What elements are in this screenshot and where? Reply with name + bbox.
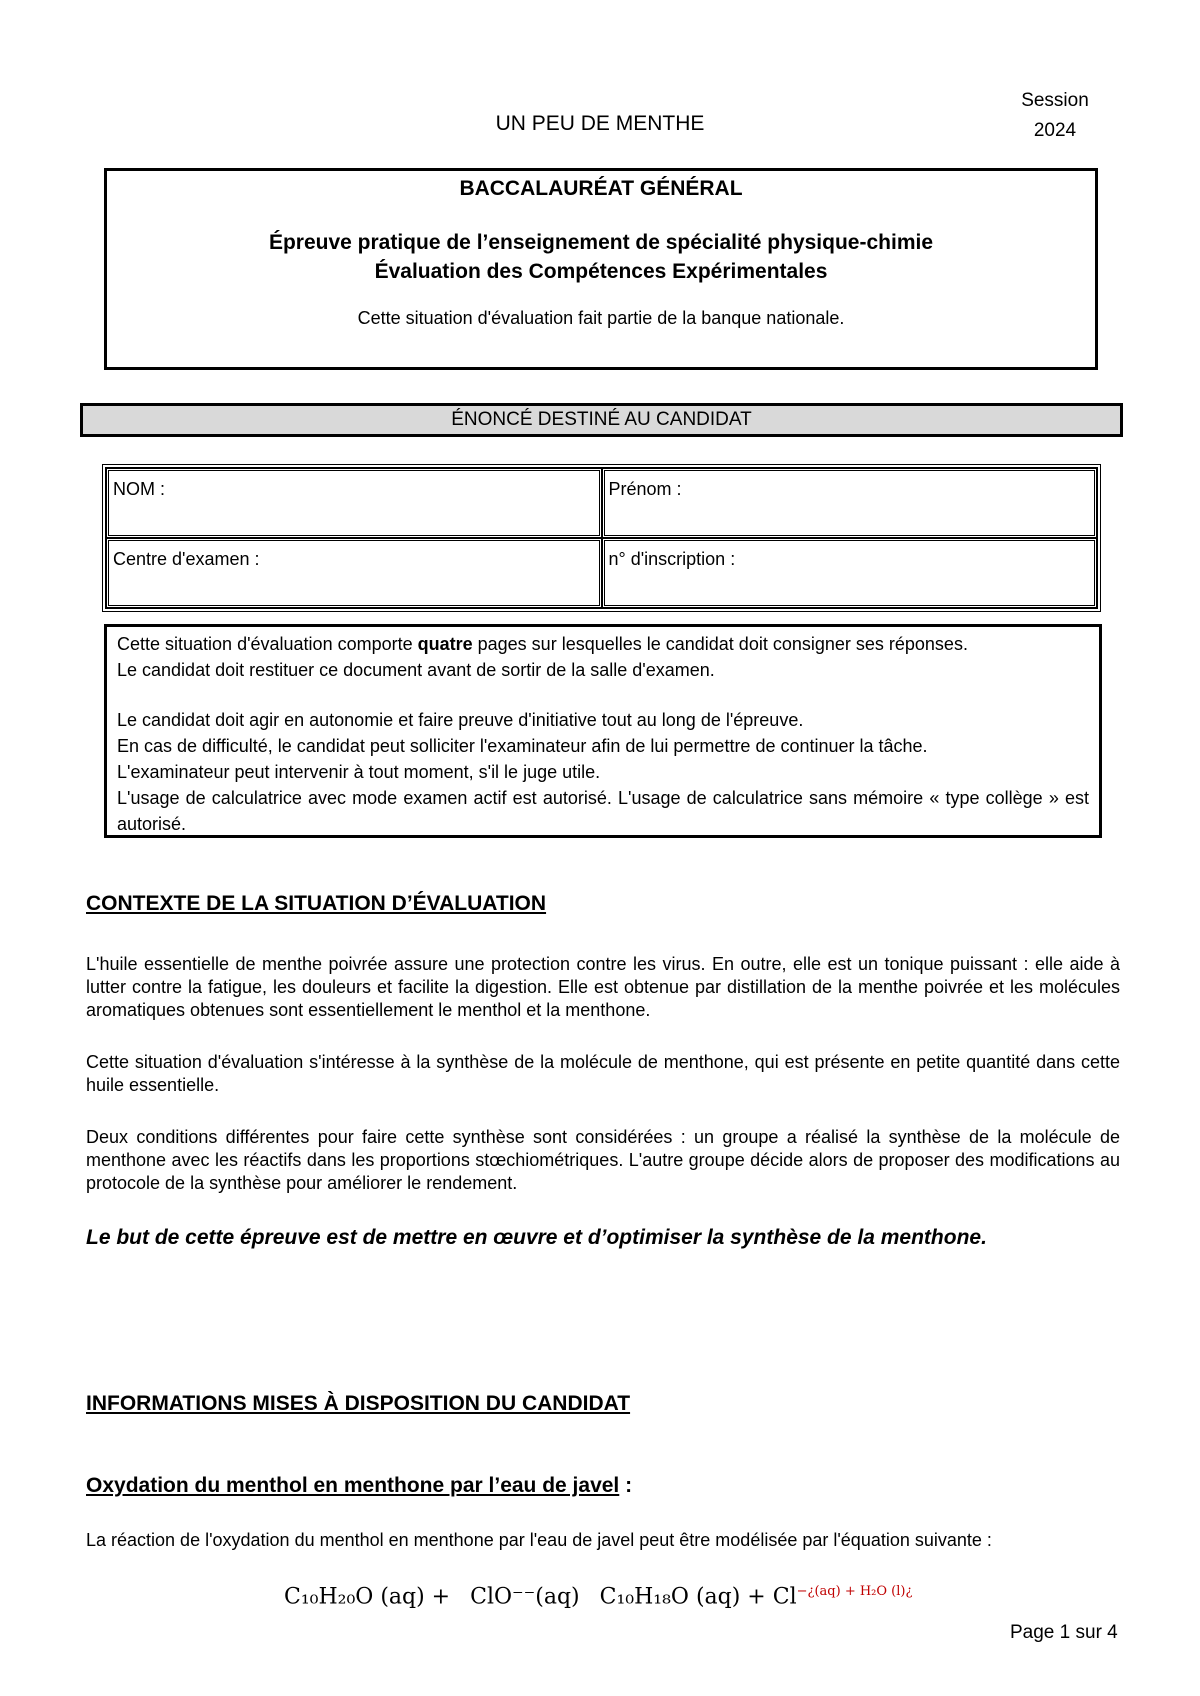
banque-note: Cette situation d'évaluation fait partie de la banque nationale. (357, 308, 845, 328)
session-word: Session (1021, 90, 1089, 111)
chemical-equation (284, 1584, 912, 1609)
context-paragraph-2: Cette situation d'évaluation s'intéresse à la synthèse de la molécule de menthone, qui est présente en petite quantité dans cette huile essentielle. (86, 1052, 1120, 1095)
product-tail: −¿(aq) + H₂O (l)¿ (796, 1584, 913, 1599)
context-paragraph-1: L'huile essentielle de menthe poivrée assure une protection contre les virus. En outre, elle est un tonique puissant : elle aide à lutter contre la fatigue, les douleurs et facilite la digestion. Elle est obtenue par distillation de la menthe poivrée et les molécules aromatiques obtenues sont essentiellement le menthol et la menthone. (86, 954, 1120, 1020)
inscription-field[interactable] (602, 538, 1098, 608)
inscription-label: n° d'inscription : (608, 549, 736, 569)
product-menthone: C₁₀H₁₈O (aq) + Cl (599, 1584, 797, 1610)
reactant-menthol: C₁₀H₂₀O (aq) + (284, 1584, 451, 1610)
bac-title: BACCALAURÉAT GÉNÉRAL (459, 177, 743, 200)
nom-field[interactable] (106, 468, 602, 538)
context-heading: CONTEXTE DE LA SITUATION D’ÉVALUATION (86, 892, 547, 915)
instruction-pages-count: quatre (417, 634, 473, 654)
instruction-pages-start: Cette situation d'évaluation comporte (117, 634, 418, 654)
context-paragraph-3: Deux conditions différentes pour faire cette synthèse sont considérées : un groupe a réalisé la synthèse de la molécule de menthone avec les réactifs dans les proportions stœchiométriques. L'autre groupe décide alors de proposer des modifications au protocole de la synthèse pour améliorer le rendement. (86, 1127, 1120, 1193)
oxidation-heading-colon: : (619, 1474, 633, 1497)
prenom-field[interactable] (602, 468, 1098, 538)
goal-statement: Le but de cette épreuve est de mettre en œuvre et d’optimiser la synthèse de la menthone. (86, 1226, 987, 1249)
instruction-difficulty: En cas de difficulté, le candidat peut solliciter l'examinateur afin de lui permettre de continuer la tâche. (117, 736, 928, 756)
session-year: 2024 (1033, 120, 1077, 141)
instruction-autonomy: Le candidat doit agir en autonomie et faire preuve d'initiative tout au long de l'épreuve. (117, 710, 804, 730)
nom-label: NOM : (113, 479, 165, 499)
instruction-return: Le candidat doit restituer ce document avant de sortir de la salle d'examen. (117, 660, 715, 680)
instructions-box (104, 624, 1102, 838)
document-title: UN PEU DE MENTHE (495, 112, 705, 135)
page-number: Page 1 sur 4 (1010, 1622, 1118, 1643)
reactant-hypochlorite: ClO⁻⁻(aq) (470, 1584, 580, 1610)
instruction-calculator: L'usage de calculatrice avec mode examen actif est autorisé. L'usage de calculatrice sans mémoire « type collège » est autorisé. (117, 788, 1089, 834)
exam-header-box (104, 168, 1098, 370)
epreuve-title: Épreuve pratique de l’enseignement de spécialité physique-chimie (268, 231, 934, 254)
centre-label: Centre d'examen : (113, 549, 260, 569)
centre-field[interactable] (106, 538, 602, 608)
instruction-pages-end: pages sur lesquelles le candidat doit consigner ses réponses. (472, 634, 968, 654)
info-heading: INFORMATIONS MISES À DISPOSITION DU CANDIDAT (86, 1392, 631, 1415)
instruction-pages (117, 631, 1089, 657)
oxidation-heading (86, 1474, 632, 1498)
equation-intro: La réaction de l'oxydation du menthol en menthone par l'eau de javel peut être modélisée par l'équation suivante : (86, 1530, 992, 1550)
instruction-examiner: L'examinateur peut intervenir à tout moment, s'il le juge utile. (117, 762, 601, 782)
oxidation-heading-text: Oxydation du menthol en menthone par l’eau de javel (86, 1474, 620, 1497)
enonce-banner: ÉNONCÉ DESTINÉ AU CANDIDAT (80, 403, 1123, 437)
ece-title: Évaluation des Compétences Expérimentales (374, 260, 828, 283)
prenom-label: Prénom : (608, 479, 682, 499)
candidate-identity-table (102, 464, 1101, 612)
